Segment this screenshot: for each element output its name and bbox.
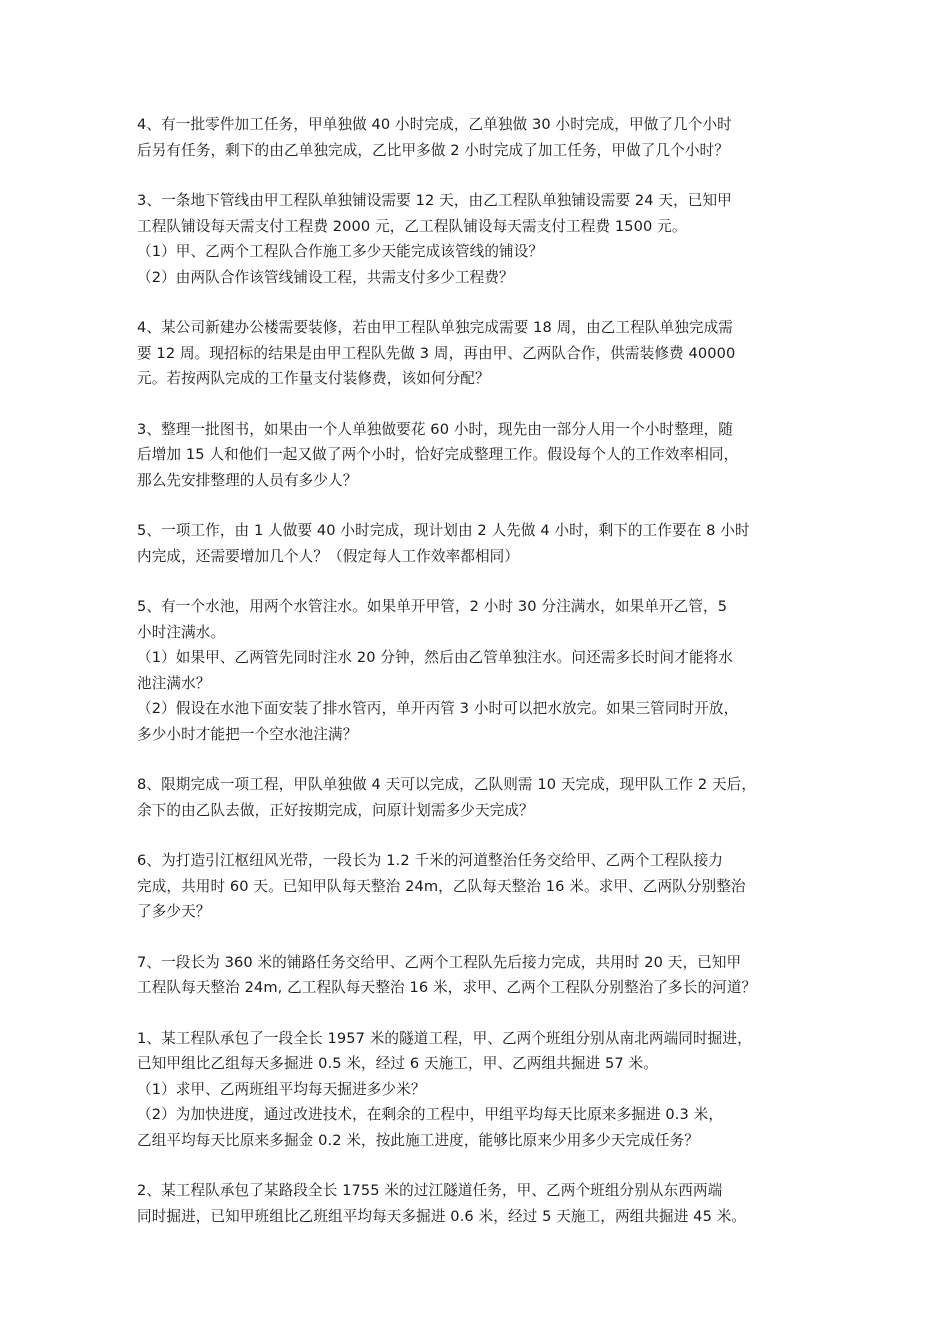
problem-block xyxy=(137,594,837,747)
problem-text-line: 完成，共用时 60 天。已知甲队每天整治 24m，乙队每天整治 16 米。求甲、乙两队分别整治 xyxy=(137,877,746,895)
problem-text-line: 那么先安排整理的人员有多少人？ xyxy=(137,471,358,489)
problem-block xyxy=(137,1178,837,1229)
problem-text-line: （2）由两队合作该管线铺设工程，共需支付多少工程费？ xyxy=(137,268,514,286)
problem-text-line: 工程队铺设每天需支付工程费 2000 元，乙工程队铺设每天需支付工程费 1500 元。 xyxy=(137,217,687,235)
problem-text-line: 4、某公司新建办公楼需要装修，若由甲工程队单独完成需要 18 周，由乙工程队单独完成需 xyxy=(137,319,733,336)
problem-block xyxy=(137,188,837,290)
problem-text-line: 余下的由乙队去做，正好按期完成，问原计划需多少天完成？ xyxy=(137,801,534,819)
problem-text-line: 5、一项工作，由 1 人做要 40 小时完成，现计划由 2 人先做 4 小时，剩下的工作要在 8 小时 xyxy=(137,522,750,539)
problem-text-line: 内完成，还需要增加几个人？（假定每人工作效率都相同） xyxy=(137,547,520,565)
problem-text-line: 1、某工程队承包了一段全长 1957 米的隧道工程，甲、乙两个班组分别从南北两端同时掘进， xyxy=(137,1029,752,1047)
problem-text-line: （1）求甲、乙两班组平均每天掘进多少米？ xyxy=(137,1080,426,1098)
problem-block xyxy=(137,315,837,392)
problem-text-line: 8、限期完成一项工程，甲队单独做 4 天可以完成，乙队则需 10 天完成，现甲队工作 2 天后， xyxy=(137,776,757,793)
problem-text-line: 6、为打造引江枢纽风光带，一段长为 1.2 千米的河道整治任务交给甲、乙两个工程队接力 xyxy=(137,852,724,869)
problem-text-line: 后另有任务，剩下的由乙单独完成，乙比甲多做 2 小时完成了加工任务，甲做了几个小时？ xyxy=(137,141,729,159)
problem-text-line: 5、有一个水池，用两个水管注水。如果单开甲管，2 小时 30 分注满水，如果单开乙管，5 xyxy=(137,598,728,615)
problem-text-line: 7、一段长为 360 米的铺路任务交给甲、乙两个工程队先后接力完成，共用时 20 天，已知甲 xyxy=(137,953,742,971)
problem-text-line: 3、整理一批图书，如果由一个人单独做要花 60 小时，现先由一部分人用一个小时整理，随 xyxy=(137,420,733,438)
problem-text-line: 要 12 周。现招标的结果是由甲工程队先做 3 周，再由甲、乙两队合作，供需装修费 40000 xyxy=(137,344,736,362)
problem-block xyxy=(137,518,837,569)
problem-text-line: 元。若按两队完成的工作量支付装修费，该如何分配？ xyxy=(137,370,490,387)
problem-text-line: 4、有一批零件加工任务，甲单独做 40 小时完成，乙单独做 30 小时完成，甲做了几个小时 xyxy=(137,116,732,133)
problem-text-line: 后增加 15 人和他们一起又做了两个小时，恰好完成整理工作。假设每个人的工作效率相同， xyxy=(137,446,739,463)
problem-text-line: 工程队每天整治 24m, 乙工程队每天整治 16 米，求甲、乙两个工程队分别整治了多长的河道？ xyxy=(137,979,757,996)
problem-text-line: 池注满水？ xyxy=(137,674,211,692)
problem-text-line: 2、某工程队承包了某路段全长 1755 米的过江隧道任务，甲、乙两个班组分别从东西两端 xyxy=(137,1182,723,1199)
problem-text-line: 了多少天？ xyxy=(137,903,211,920)
problem-text-line: 3、一条地下管线由甲工程队单独铺设需要 12 天，由乙工程队单独铺设需要 24 天，已知甲 xyxy=(137,192,732,209)
problem-block xyxy=(137,848,837,925)
problem-text-line: （1）如果甲、乙两管先同时注水 20 分钟，然后由乙管单独注水。问还需多长时间才能将水 xyxy=(137,649,733,666)
problem-block xyxy=(137,772,837,823)
problem-block xyxy=(137,950,837,1001)
problem-text-line: （2）假设在水池下面安装了排水管丙，单开丙管 3 小时可以把水放完。如果三管同时开放， xyxy=(137,700,739,717)
problem-block xyxy=(137,112,837,163)
problem-block xyxy=(137,417,837,494)
problem-text-line: （2）为加快进度，通过改进技术，在剩余的工程中，甲组平均每天比原来多掘进 0.3 米， xyxy=(137,1106,724,1123)
document-body xyxy=(137,112,837,1254)
problem-text-line: 已知甲组比乙组每天多掘进 0.5 米，经过 6 天施工，甲、乙两组共掘进 57 米。 xyxy=(137,1055,658,1072)
problem-text-line: （1）甲、乙两个工程队合作施工多少天能完成该管线的铺设？ xyxy=(137,243,544,260)
problem-text-line: 乙组平均每天比原来多掘金 0.2 米，按此施工进度，能够比原来少用多少天完成任务？ xyxy=(137,1131,699,1149)
problem-text-line: 小时注满水。 xyxy=(137,623,226,641)
problem-text-line: 同时掘进，已知甲班组比乙班组平均每天多掘进 0.6 米，经过 5 天施工，两组共掘进 45 米。 xyxy=(137,1207,747,1225)
problem-text-line: 多少小时才能把一个空水池注满？ xyxy=(137,725,358,743)
problem-block xyxy=(137,1026,837,1154)
